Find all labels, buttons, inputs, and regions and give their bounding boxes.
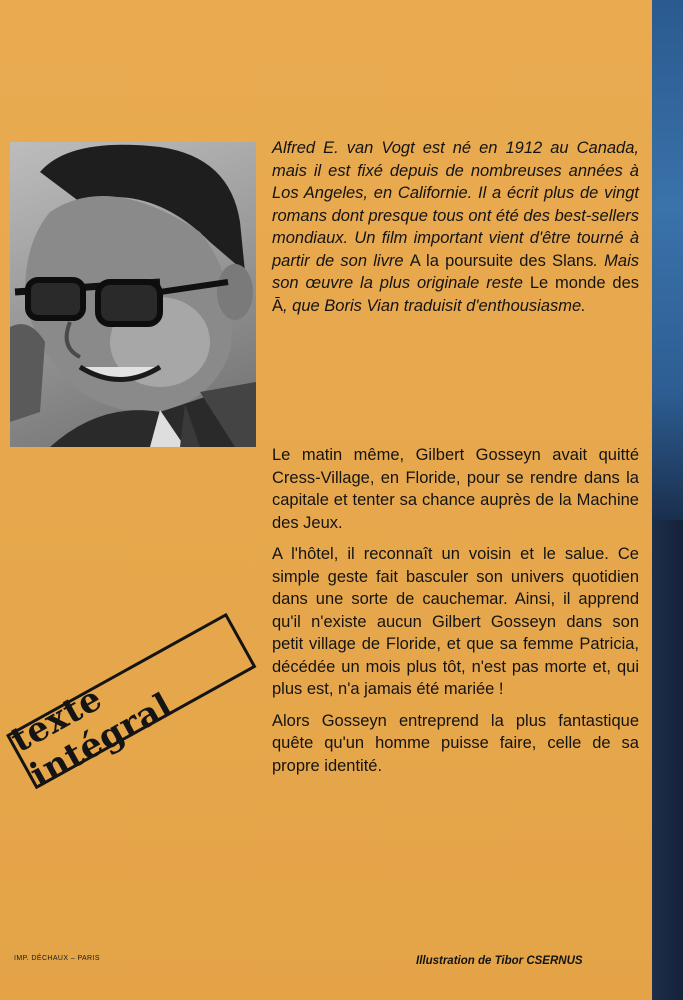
bio-text: Alfred E. van Vogt est né en 1912 au Canada, mais il est fixé depuis de nombreuses années à Los Angeles, en Californie. Il a écrit plus de vingt romans dont presque tous ont été des best-sellers mondiaux. Un film important vient d'être tourné à partir de son livre [272, 139, 639, 270]
texte-integral-stamp: texte intégral [6, 613, 256, 789]
synopsis-paragraph: Alors Gosseyn entreprend la plus fantastique quête qu'un homme puisse faire, celle de sa propre identité. [272, 711, 639, 775]
spine-artwork [652, 0, 683, 520]
book-title: A la poursuite des Slans [409, 251, 594, 270]
synopsis-paragraph: A l'hôtel, il reconnaît un voisin et le salue. Ce simple geste fait basculer son univers quotidien dans une sorte de cauchemar. Ainsi, il apprend qu'il n'existe aucun Gilbert Gosseyn dans son petit village de Floride, et que sa femme Patricia, décédée un mois plus tôt, n'est pas morte et, qui plus est, n'a jamais été mariée ! [272, 545, 639, 698]
bio-text: , que Boris Vian traduisit d'enthousiasme. [283, 296, 586, 315]
author-biography [272, 137, 639, 317]
synopsis-paragraph: Le matin même, Gilbert Gosseyn avait quitté Cress-Village, en Floride, pour se rendre dans la capitale et tenter sa chance auprès de la Machine des Jeux. [272, 446, 639, 532]
printer-imprint: IMP. DÉCHAUX – PARIS [14, 955, 100, 962]
bio-text: . Mais son œuvre la plus originale reste [272, 251, 640, 292]
author-photo [10, 142, 256, 447]
synopsis [272, 444, 639, 786]
book-title: Le monde des Ā [272, 274, 640, 315]
illustration-credit: Illustration de Tibor CSERNUS [416, 955, 583, 967]
